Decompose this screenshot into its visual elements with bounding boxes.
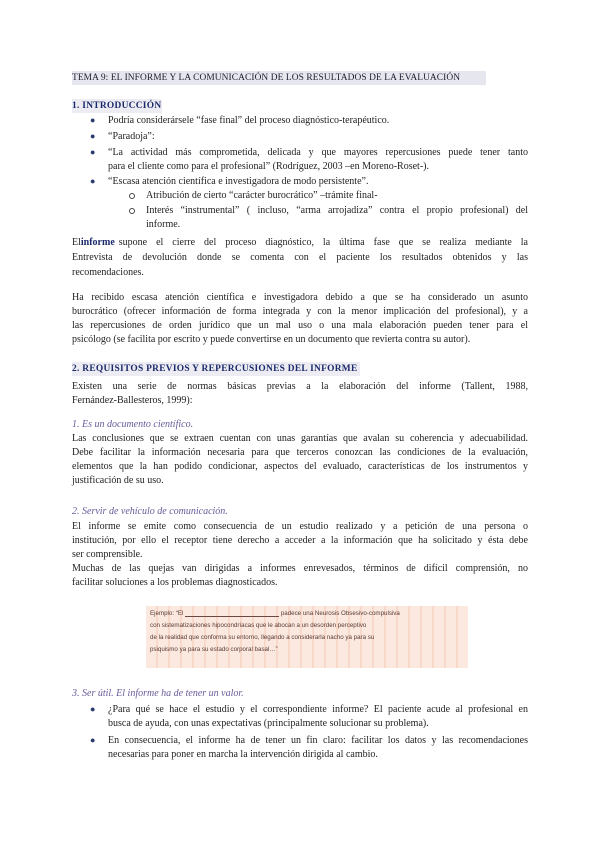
sub-bullet-2: Interés “instrumental” ( incluso, “arma arrojadiza” contra el propio profesional) del [146,205,528,216]
subsection-1-heading: 1. Es un documento científico. [72,419,194,430]
paragraph-1-first-line [72,237,528,249]
subsection-3-bullet-2-cont: necesarias para poner en marcha la intervención dirigida al cambio. [108,749,378,760]
paragraph-2-line-3: las repercusiones de orden jurídico que un mal uso o una mala elaboración pueden tener para el [72,320,528,331]
bullet-icon: ● [90,115,96,125]
intro-bullet-4: “Escasa atención científica e investigadora de modo persistente”. [108,176,369,187]
example-line-1-end: padece una Neurosis Obsesivo-compulsiva [280,610,400,617]
example-line-1-start: Ejemplo: “El [150,610,184,617]
paragraph-2-line-1: Ha recibido escasa atención científica e investigadora debido a que se ha considerado un asunto [72,292,528,303]
example-image [146,606,468,668]
blank-underline [185,610,279,617]
paragraph-1-start: El [72,237,81,248]
circle-bullet-icon [129,193,135,199]
example-line-1 [150,610,400,617]
document-title: TEMA 9: EL INFORME Y LA COMUNICACIÓN DE LOS RESULTADOS DE LA EVALUACIÓN [72,71,486,85]
example-line-2: con sistematizaciones hipocondríacas que le abocan a un desorden perceptivo [150,622,367,629]
bullet-icon: ● [90,735,96,745]
paragraph-1-rest: supone el cierre del proceso diagnóstico, la última fase que se realiza mediante la [118,237,528,248]
bullet-icon: ● [90,131,96,141]
section-1-heading: 1. INTRODUCCIÓN [72,101,162,111]
intro-bullet-3: “La actividad más comprometida, delicada y que mayores repercusiones puede tener tanto [108,147,528,158]
intro-bullet-1: Podría considerársele “fase final” del proceso diagnóstico-terapéutico. [108,115,390,126]
subsection-2-line-3: ser comprensible. [72,549,143,560]
section-2-heading: 2. REQUISITOS PREVIOS Y REPERCUSIONES DEL INFORME [72,362,360,376]
sub-bullet-2-cont: informe. [146,219,181,230]
intro-bullet-2: “Paradoja”: [108,131,155,142]
example-line-4: psiquismo ya para su estado corporal basal…” [150,646,278,653]
bullet-icon: ● [90,176,96,186]
informe-keyword: informe [80,237,115,248]
subsection-1-line-1: Las conclusiones que se extraen cuentan con unas garantías que avalan su coherencia y adecuabilidad. [72,433,528,444]
paragraph-2-line-2: burocrático (ofrecer información de forma integrada y con la menor implicación del profesional), y a [72,306,528,317]
paragraph-1-line-2: Entrevista de devolución donde se comenta con el paciente los resultados obtenidos y las [72,252,528,263]
subsection-3-bullet-2: En consecuencia, el informe ha de tener un fin claro: facilitar los datos y las recomendaciones [108,735,528,746]
subsection-3-bullet-1-cont: busca de ayuda, con unas expectativas (principalmente solucionar su problema). [108,718,429,729]
circle-bullet-icon [129,208,135,214]
intro-bullet-3-cont: para el cliente como para el profesional” (Rodríguez, 2003 –en Moreno-Roset-). [108,161,429,172]
bullet-icon: ● [90,704,96,714]
bullet-icon: ● [90,147,96,157]
subsection-1-line-4: justificación de su uso. [72,475,164,486]
subsection-3-bullet-1: ¿Para qué se hace el estudio y el correspondiente informe? El paciente acude al profesional en [108,704,528,715]
section-2-intro-line-1: Existen una serie de normas básicas previas a la elaboración del informe (Tallent, 1988, [72,381,528,392]
sub-bullet-1: Atribución de cierto “carácter burocrático” –trámite final- [146,190,378,201]
subsection-3-heading: 3. Ser útil. El informe ha de tener un valor. [72,688,244,699]
section-2-intro-line-2: Fernández-Ballesteros, 1999): [72,395,193,406]
subsection-2-line-5: facilitar soluciones a los problemas diagnosticados. [72,577,278,588]
paragraph-1-line-3: recomendaciones. [72,267,144,278]
example-line-3: de la realidad que conforma su entorno, llegando a considerarla nacho ya para su [150,634,375,641]
subsection-2-line-4: Muchas de las quejas van dirigidas a informes enrevesados, términos de difícil comprensión, no [72,563,528,574]
paragraph-2-line-4: psicólogo (se facilita por escrito y puede convertirse en un documento que revierta contra su autor). [72,334,471,345]
subsection-2-heading: 2. Servir de vehículo de comunicación. [72,506,228,517]
subsection-1-line-3: elementos que la han podido condicionar, aspectos del evaluado, características de los instrumentos y [72,461,528,472]
subsection-2-line-2: institución, por ello el receptor tiene derecho a acceder a la información que ha solicitado y ésta debe [72,535,528,546]
subsection-1-line-2: Debe facilitar la información necesaria para que terceros conozcan las condiciones de la evaluación, [72,447,528,458]
subsection-2-line-1: El informe se emite como consecuencia de un estudio realizado y a petición de una persona o [72,521,528,532]
